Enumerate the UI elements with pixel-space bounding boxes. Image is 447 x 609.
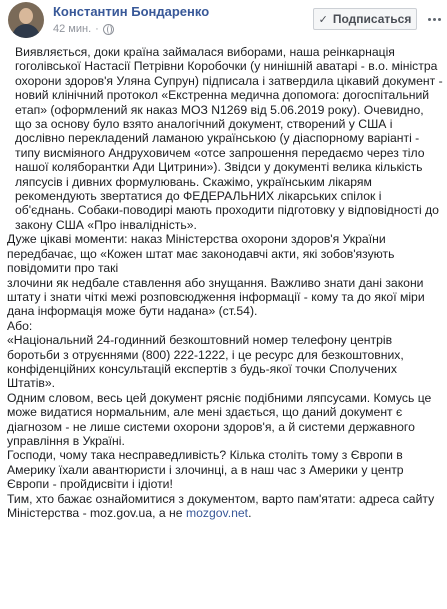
post-time[interactable]: 42 мин. — [53, 23, 92, 35]
avatar-head — [19, 8, 33, 24]
mozgov-link[interactable]: mozgov.net — [185, 506, 249, 520]
paragraph-8-end: . — [248, 506, 252, 520]
subscribe-button[interactable] — [313, 8, 417, 30]
post-paragraph-5: «Національний 24-годинний безкоштовний номер телефону центрів боротьби з отруєннями (800) 222-1222, і це ресурс для безкоштовних, конфіденційних консультацій експертів з будь-якої точки Сполучених Штатів». — [7, 333, 404, 391]
post-header — [0, 0, 447, 44]
post-meta — [53, 23, 114, 35]
post-paragraph-7: Господи, чому така несправедливість? Кількa століть тому з Європи в Америку їхали авантюристи і злочинці, а в наш час з Америки у центр Європи - пройдисвіти і ідіоти! — [7, 448, 404, 492]
meta-separator: · — [95, 23, 99, 35]
post-paragraph-6: Одним словом, весь цей документ рясніє подібними ляпсусами. Комусь це може видатися нормальним, але мені здається, що даний документ є діагнозом - не лише системи охорони здоров'я, а й системи державного управління в Україні. — [7, 390, 432, 448]
globe-icon[interactable] — [103, 24, 114, 35]
post-paragraph-4: Або: — [7, 318, 33, 333]
author-avatar[interactable] — [8, 2, 44, 38]
post-paragraph-3: злочини як недбале ставлення або знущання. Важливо знати дані закони штату і знати чіткі межі розповсюдження інформації - кому та до якої міри дана інформація може бути надана» (ст.54). — [7, 275, 425, 319]
post-paragraph-2: Дуже цікаві моменти: наказ Міністерства охорони здоров'я України передбачає, що «Кожен штат має законодавчі акти, які зобов'язують повідомити про такі — [7, 232, 395, 276]
more-dots-icon[interactable] — [424, 10, 444, 28]
paragraph-8-text: Тим, хто бажає ознайомитися з документом, варто пам'ятати: адреса сайту Міністерства - moz.gov.ua, а не — [7, 491, 435, 520]
check-icon: ✓ — [318, 13, 328, 26]
post-paragraph-1: Виявляється, доки країна займалася виборами, наша реінкарнація гоголівської Настасії Петрівни Коробочки (у нинішній аватарі - в.о. міністра охорони здоров'я Уляна Супрун) підписала і затвердила цікавий документ - новий клінічний протокол «Екстренна медична допомога: догоспітальний етап» (оформлений як наказ МОЗ N1269 від 5.06.2019 року). Очевидно, що за основу було взято аналогічний документ, створений у США і дослівно перекладений ламаною українською (у діаспорному варіанті - типу висміяного Андруховичем «отсе запрошення передаємо через тіло нашої коляборантки Ади Цитрини»). Звідси у документі велика кількість ляпсусів і дивних формулювань. Скажімо, українським лікарям рекомендують звертатися до ФЕДЕРАЛЬНИХ лікарських спілок і об'єднань. Собаки-поводирі мають проходити підготовку у відповідності до закону США «Про інвалідність». — [15, 45, 443, 232]
post-paragraph-8 — [7, 492, 443, 521]
avatar-body — [12, 24, 40, 38]
post-body — [7, 45, 443, 520]
subscribe-label: Подписаться — [332, 12, 412, 26]
author-name[interactable]: Константин Бондаренко — [53, 4, 210, 19]
